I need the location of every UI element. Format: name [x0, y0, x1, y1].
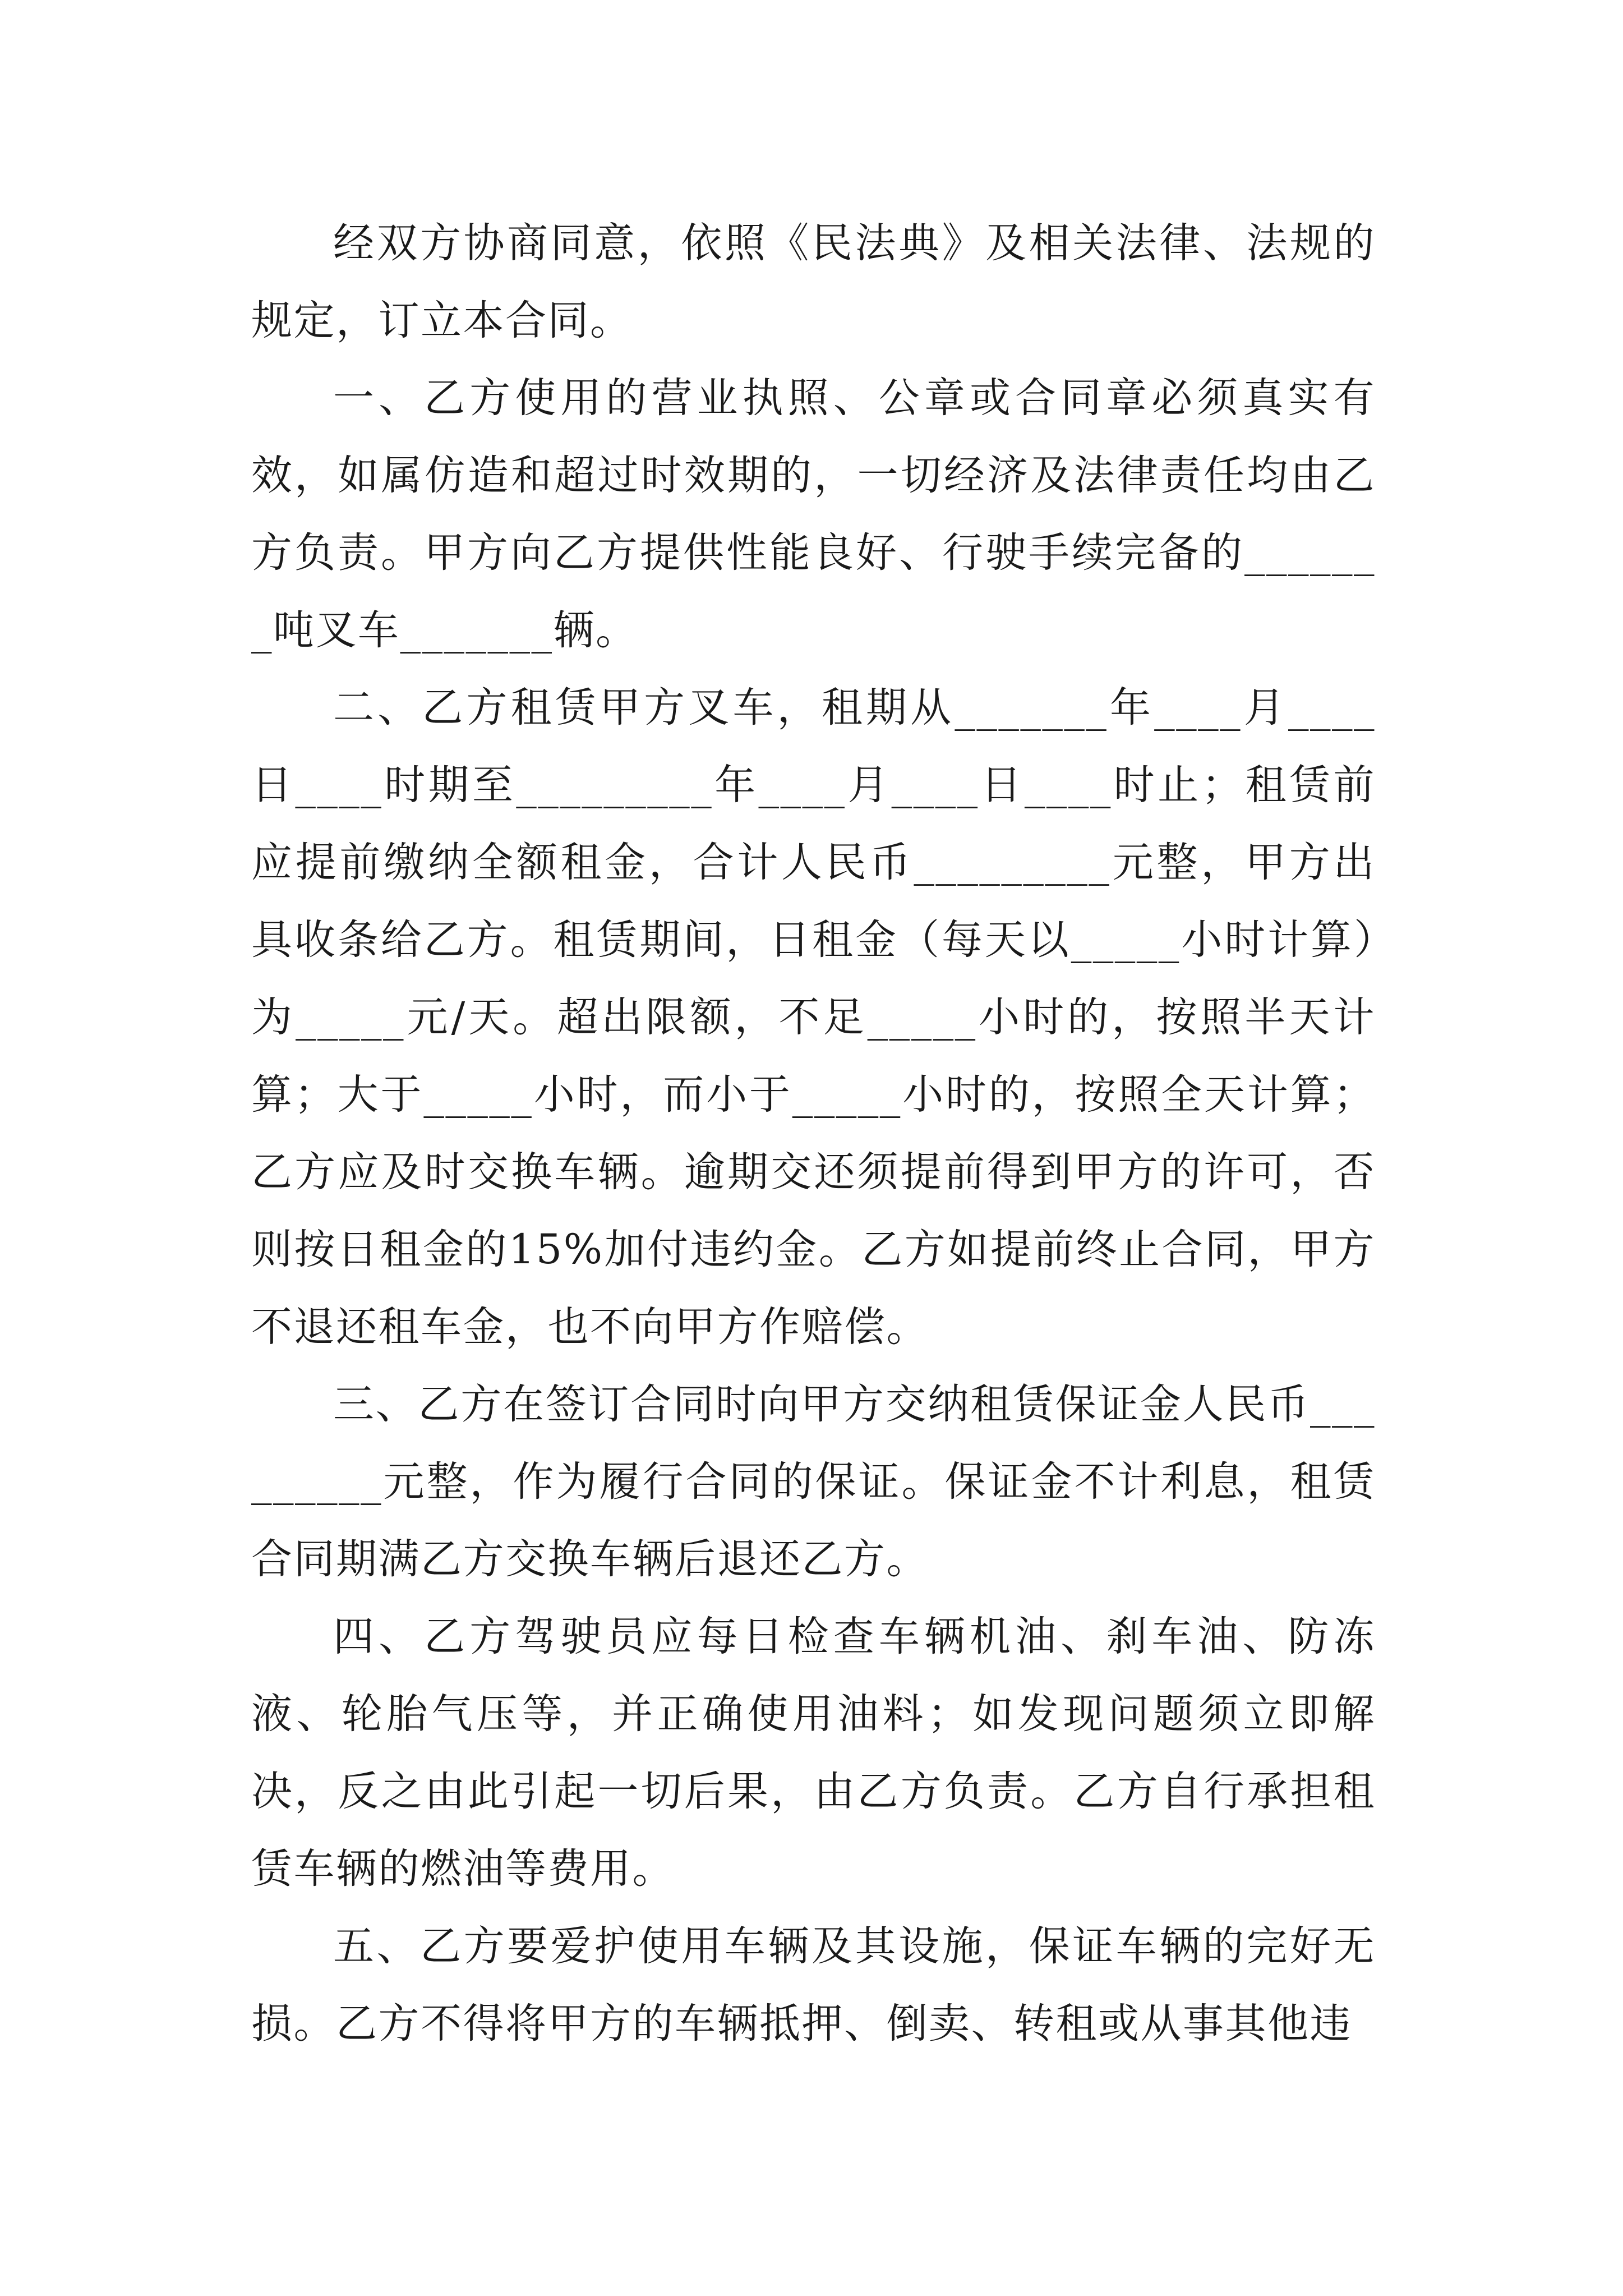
paragraph-clause-1: 一、乙方使用的营业执照、公章或合同章必须真实有效，如属仿造和超过时效期的，一切经济及法律责任均由乙方负责。甲方向乙方提供性能良好、行驶手续完备的_______吨叉车_______辆。: [251, 374, 1376, 654]
paragraph-clause-4: 四、乙方驾驶员应每日检查车辆机油、刹车油、防冻液、轮胎气压等，并正确使用油料；如发现问题须立即解决，反之由此引起一切后果，由乙方负责。乙方自行承担租赁车辆的燃油等费用。: [251, 1613, 1376, 1893]
paragraph-clause-3: 三、乙方在签订合同时向甲方交纳租赁保证金人民币_________元整，作为履行合同的保证。保证金不计利息，租赁合同期满乙方交换车辆后退还乙方。: [251, 1381, 1376, 1583]
contract-body: [251, 205, 1376, 2063]
paragraph-clause-2: 二、乙方租赁甲方叉车，租期从_______年____月____日____时期至_________年____月____日____时止；租赁前应提前缴纳全额租金，合计人民币_________元整，甲方出具收条给乙方。租赁期间，日租金（每天以_____小时计算）为_____元/天。超出限额，不足_____小时的，按照半天计算；大于_____小时，而小于_____小时的，按照全天计算；乙方应及时交换车辆。逾期交还须提前得到甲方的许可，否则按日租金的15%加付违约金。乙方如提前终止合同，甲方不退还租车金，也不向甲方作赔偿。: [251, 684, 1376, 1351]
paragraph-clause-5: 五、乙方要爱护使用车辆及其设施，保证车辆的完好无损。乙方不得将甲方的车辆抵押、倒卖、转租或从事其他违: [251, 1922, 1376, 2047]
paragraph-preamble: 经双方协商同意，依照《民法典》及相关法律、法规的规定，订立本合同。: [251, 219, 1376, 344]
